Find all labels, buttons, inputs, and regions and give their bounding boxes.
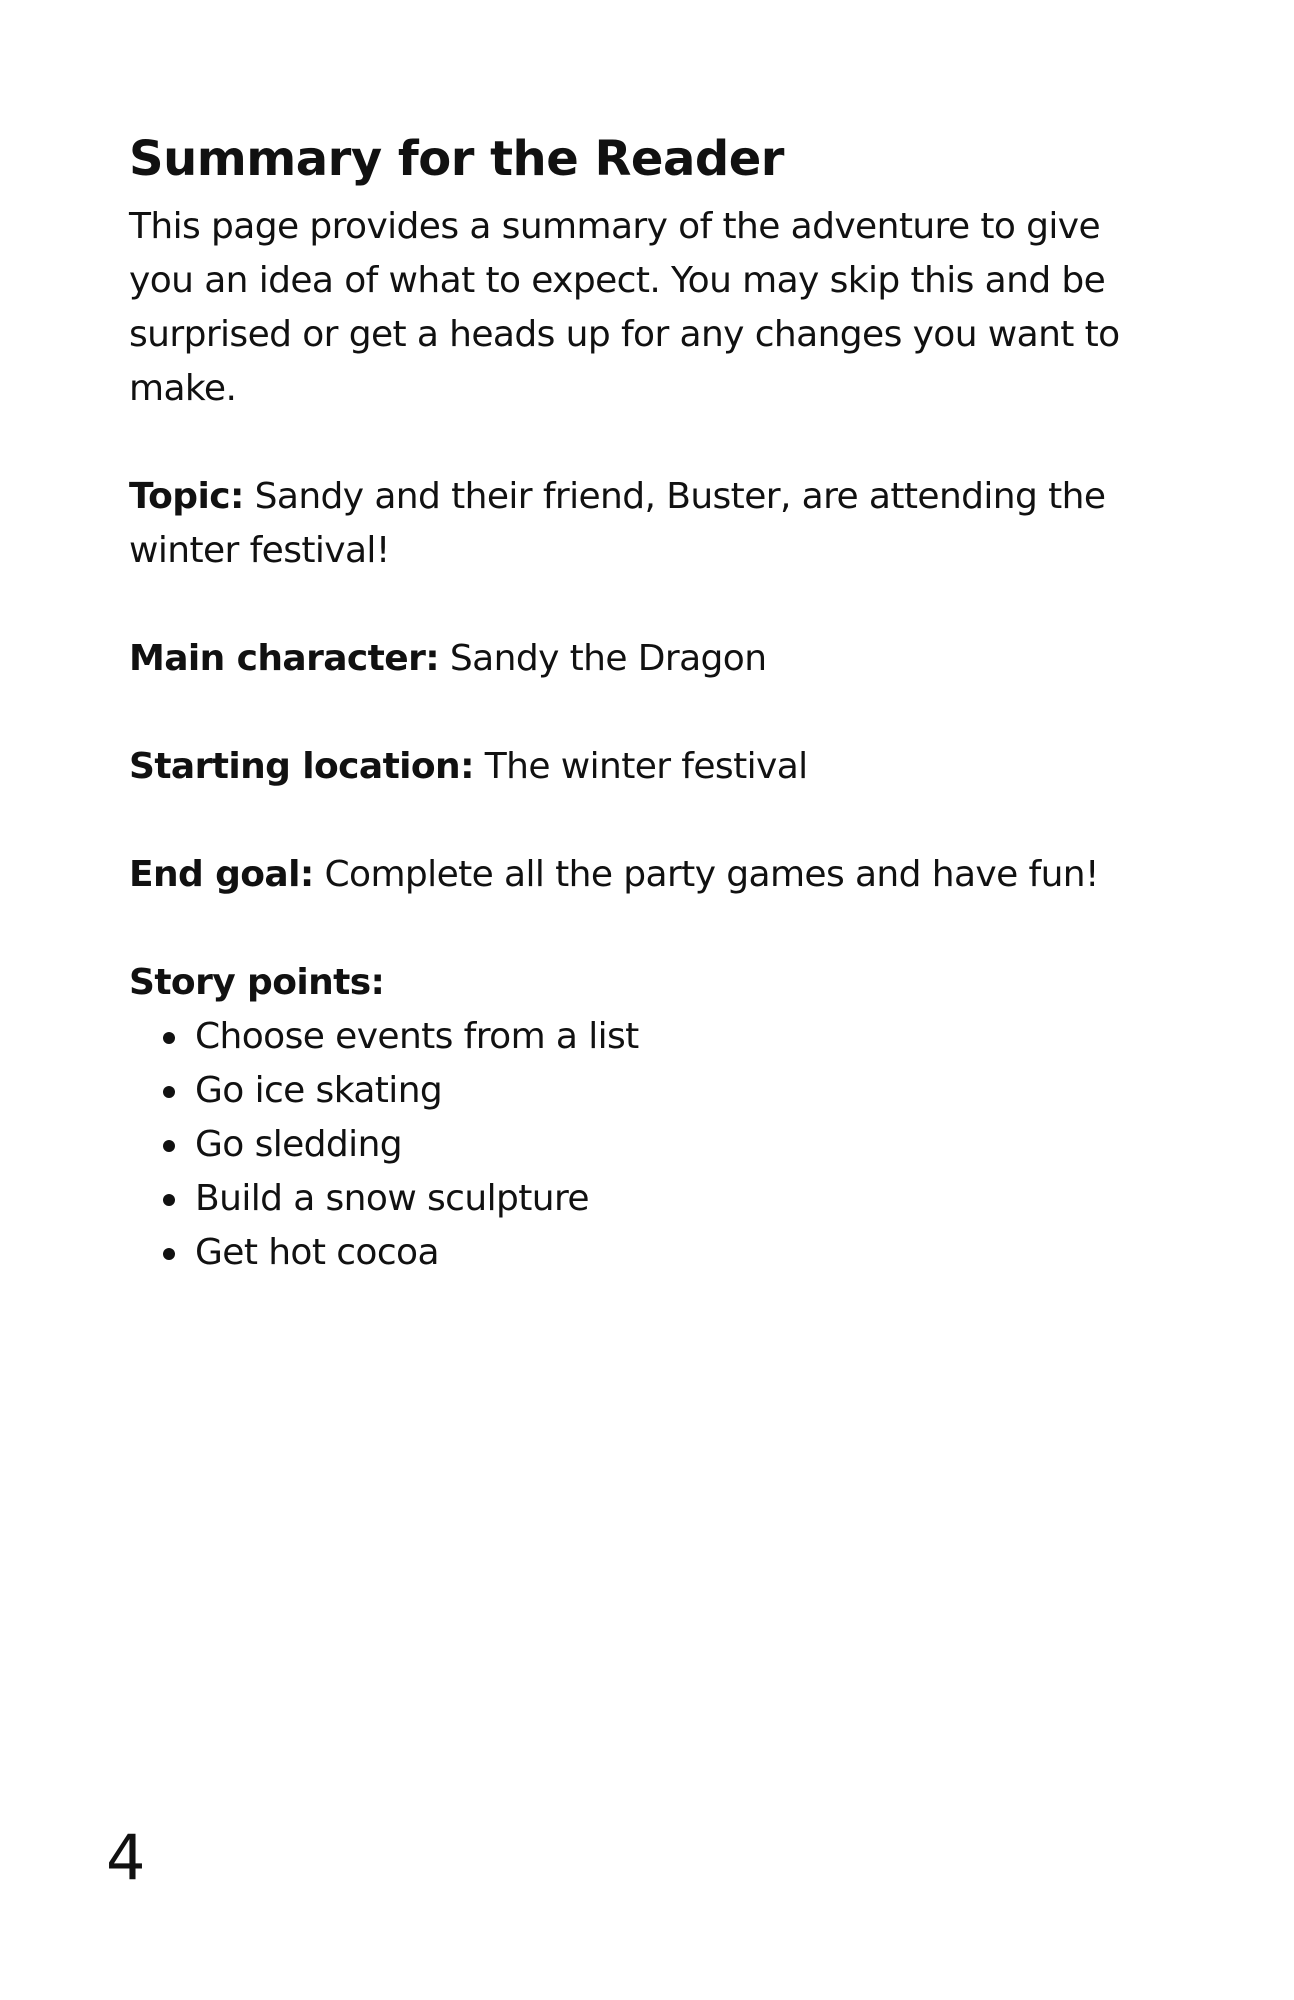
spacer <box>129 686 1169 740</box>
list-item <box>129 1064 1169 1118</box>
bullet-icon <box>163 1248 175 1260</box>
list-item <box>129 1226 1169 1280</box>
end-goal-label: End goal: <box>129 854 314 895</box>
bullet-icon <box>163 1086 175 1098</box>
spacer <box>129 578 1169 632</box>
story-point-text: Go sledding <box>195 1124 403 1165</box>
story-points-list <box>129 1010 1169 1280</box>
story-points-label: Story points: <box>129 962 385 1003</box>
story-point-text: Build a snow sculpture <box>195 1178 589 1219</box>
list-item <box>129 1118 1169 1172</box>
bullet-icon <box>163 1194 175 1206</box>
starting-location-value: The winter festival <box>484 746 808 787</box>
list-item <box>129 1172 1169 1226</box>
starting-location-label: Starting location: <box>129 746 474 787</box>
bullet-icon <box>163 1032 175 1044</box>
main-character-label: Main character: <box>129 638 440 679</box>
story-point-text: Choose events from a list <box>195 1016 639 1057</box>
end-goal-field <box>129 848 1169 902</box>
story-point-text: Go ice skating <box>195 1070 443 1111</box>
summary-content <box>129 128 1169 1280</box>
spacer <box>129 416 1169 470</box>
spacer <box>129 902 1169 956</box>
page-number: 4 <box>106 1821 146 1894</box>
intro-paragraph: This page provides a summary of the adventure to give you an idea of what to expect. You may skip this and be surprised or get a heads up for any changes you want to make. <box>129 206 1120 409</box>
end-goal-value: Complete all the party games and have fun! <box>324 854 1099 895</box>
topic-field <box>129 470 1169 578</box>
bullet-icon <box>163 1140 175 1152</box>
list-item <box>129 1010 1169 1064</box>
story-point-text: Get hot cocoa <box>195 1232 439 1273</box>
main-character-field <box>129 632 1169 686</box>
main-character-value: Sandy the Dragon <box>449 638 767 679</box>
starting-location-field <box>129 740 1169 794</box>
page-title: Summary for the Reader <box>129 131 784 187</box>
topic-value: Sandy and their friend, Buster, are attending the winter festival! <box>129 476 1106 571</box>
topic-label: Topic: <box>129 476 244 517</box>
spacer <box>129 794 1169 848</box>
